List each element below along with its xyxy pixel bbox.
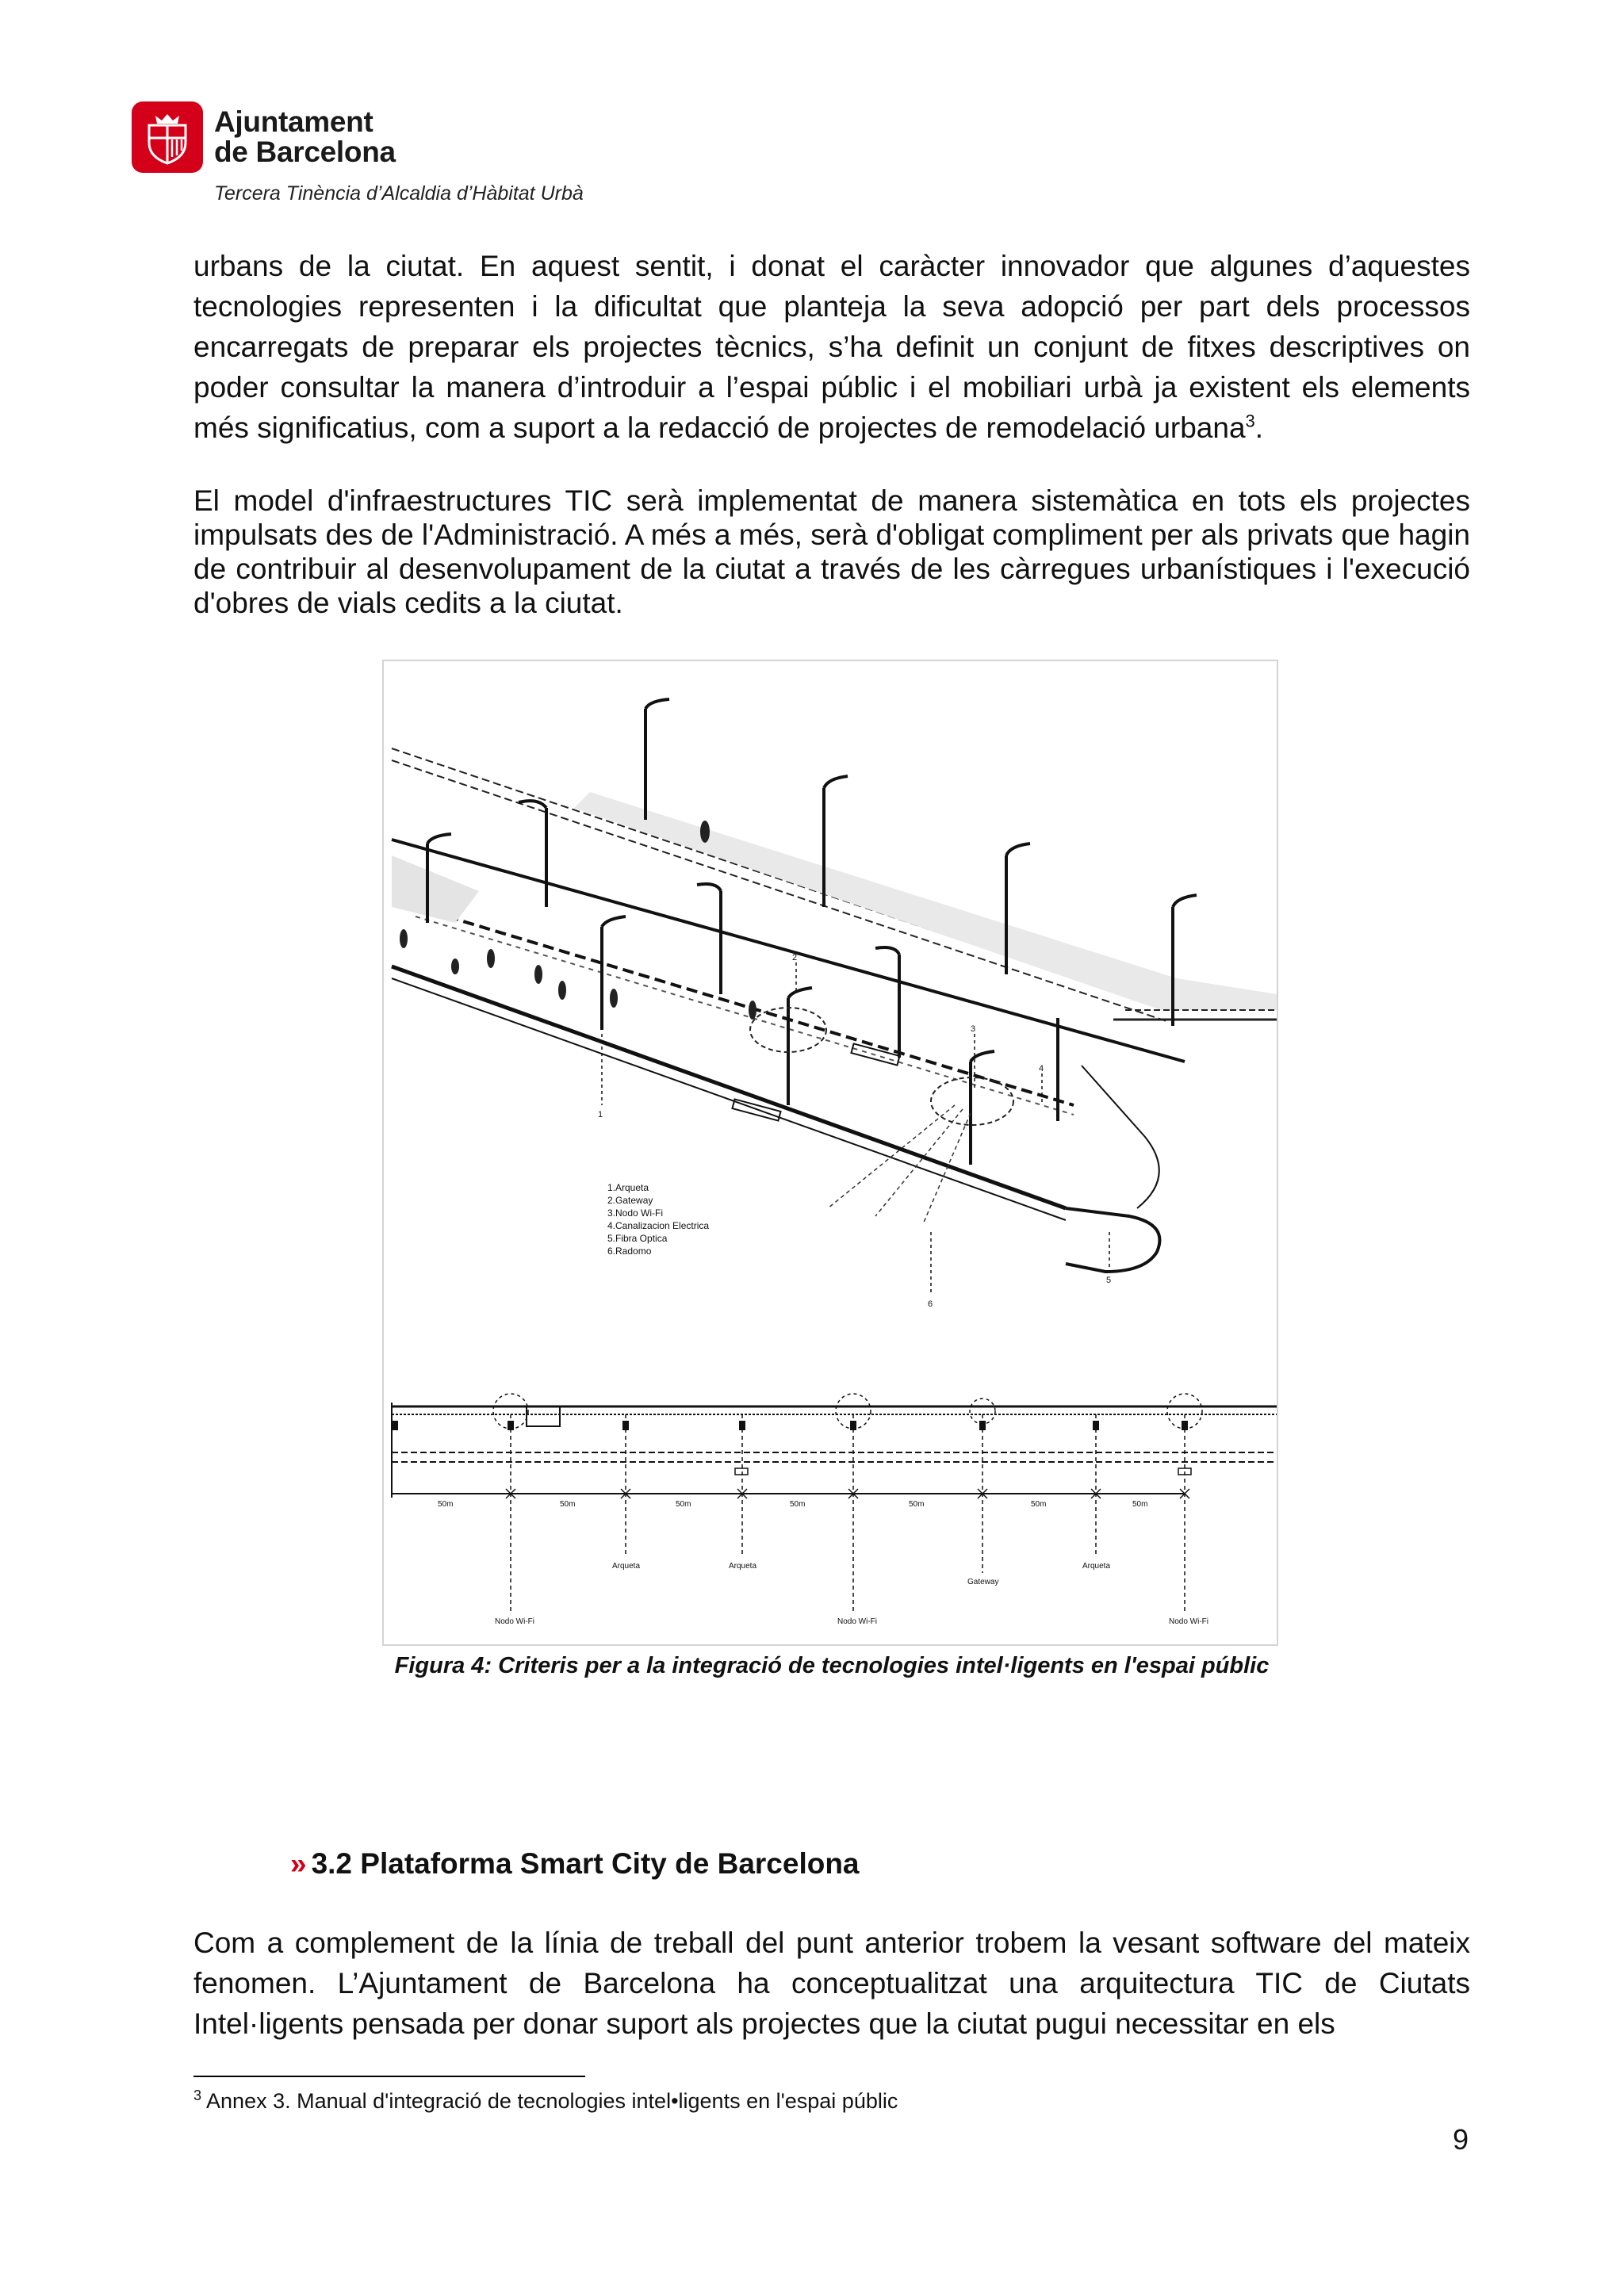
spacing-label: 50m xyxy=(1132,1500,1148,1509)
figure-4 xyxy=(382,660,1278,1646)
footnote-number: 3 xyxy=(193,2087,202,2103)
city-logo xyxy=(132,101,396,173)
plan-label-gateway: Gateway xyxy=(967,1578,999,1586)
paragraph-1-text: urbans de la ciutat. En aquest sentit, i donat el caràcter innovador que algunes d’aquestes tecnologies representen i la dificultat que planteja la seva adopció per part dels processos encarregats de preparar els projectes tècnics, s’ha definit un conjunt de fitxes descriptives on poder consultar la manera d’introduir a l’espai públic i el mobiliari urbà ja existent els elements més significatius, com a suport a la redacció de projectes de remodelació urbana xyxy=(193,250,1470,444)
plan-label-nodo-wifi: Nodo Wi-Fi xyxy=(837,1617,878,1626)
footnote-text: Annex 3. Manual d'integració de tecnologies intel•ligents en l'espai públic xyxy=(206,2089,898,2113)
section-marker: » xyxy=(290,1847,307,1880)
section-title: 3.2 Plataforma Smart City de Barcelona xyxy=(311,1847,860,1880)
plan-label-arqueta: Arqueta xyxy=(1082,1562,1111,1571)
logo-wordmark xyxy=(214,107,396,167)
plan-label-arqueta: Arqueta xyxy=(612,1562,641,1571)
paragraph-3: Com a complement de la línia de treball del punt anterior trobem la vesant software del mateix fenomen. L’Ajuntament de Barcelona ha conceptualitzat una arquitectura TIC de Ciutats Intel·ligents pensada per donar suport als projectes que la ciutat pugui necessitar en els xyxy=(193,1927,1470,2040)
spacing-label: 50m xyxy=(438,1500,454,1509)
plan-label-nodo-wifi: Nodo Wi-Fi xyxy=(495,1617,535,1626)
spacing-label: 50m xyxy=(560,1500,576,1509)
paragraph-2: El model d'infraestructures TIC serà implementat de manera sistemàtica en tots els projectes impulsats des de l'Administració. A més a més, serà d'obligat compliment per als privats que hagin de contribuir al desenvolupament de la ciutat a través de les càrregues urbanístiques i l'execució d'obres de vials cedits a la ciutat. xyxy=(193,484,1471,619)
paragraph-1 xyxy=(193,246,1470,448)
footnote xyxy=(193,2089,898,2114)
spacing-label: 50m xyxy=(909,1500,925,1509)
callout-4: 4 xyxy=(1039,1064,1044,1073)
section-heading xyxy=(290,1847,860,1881)
figure-drawing xyxy=(384,661,1277,1644)
plan-label-nodo-wifi: Nodo Wi-Fi xyxy=(1169,1617,1209,1626)
legend-item: 2.Gateway xyxy=(607,1195,653,1206)
legend-item: 3.Nodo Wi-Fi xyxy=(607,1207,664,1219)
spacing-label: 50m xyxy=(676,1500,691,1509)
department-name: Tercera Tinència d’Alcaldia d’Hàbitat Urbà xyxy=(214,182,584,205)
plan-label-arqueta: Arqueta xyxy=(729,1562,757,1571)
legend-item: 1.Arqueta xyxy=(607,1182,649,1193)
spacing-label: 50m xyxy=(1031,1500,1047,1509)
legend-item: 4.Canalizacion Electrica xyxy=(607,1220,710,1231)
figure-legend xyxy=(607,1182,709,1257)
footnote-separator xyxy=(193,2076,585,2077)
figure-caption: Figura 4: Criteris per a la integració de tecnologies intel·ligents en l'espai públic xyxy=(394,1653,1270,1678)
plan-view xyxy=(392,1394,1277,1626)
callout-1: 1 xyxy=(598,1110,603,1119)
callout-2: 2 xyxy=(792,953,798,962)
barcelona-shield-icon xyxy=(132,101,203,173)
callout-3: 3 xyxy=(971,1024,976,1034)
logo-line-2: de Barcelona xyxy=(214,136,396,168)
page-number: 9 xyxy=(1452,2123,1469,2156)
callout-6: 6 xyxy=(928,1299,933,1309)
footnote-reference[interactable]: 3 xyxy=(1245,411,1255,431)
paragraph-1-end: . xyxy=(1254,411,1264,444)
logo-line-1: Ajuntament xyxy=(214,105,373,138)
legend-item: 5.Fibra Optica xyxy=(607,1233,668,1244)
legend-item: 6.Radomo xyxy=(607,1246,652,1257)
callout-5: 5 xyxy=(1106,1276,1112,1285)
spacing-label: 50m xyxy=(790,1500,806,1509)
